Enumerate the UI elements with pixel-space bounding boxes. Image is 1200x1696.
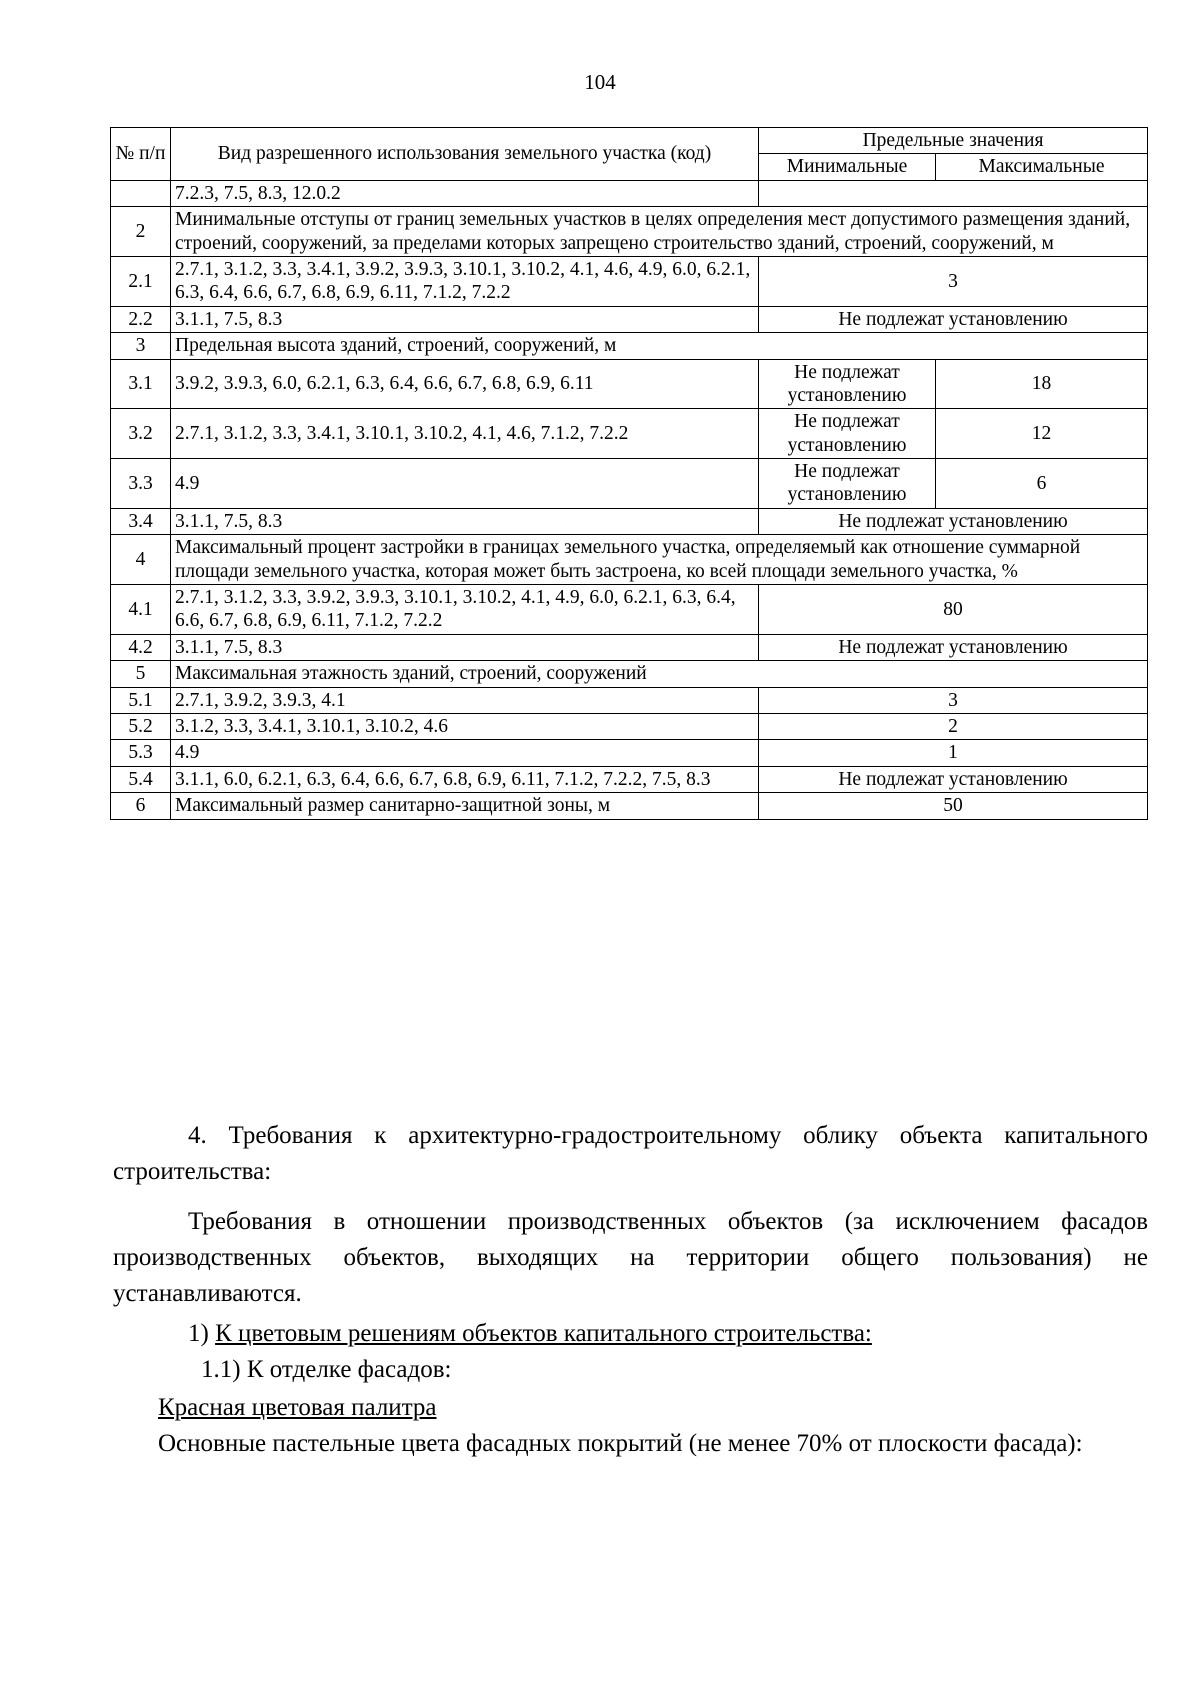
row-description: Минимальные отступы от границ земельных участков в целях определения мест допустимого размещения зданий, строений, сооружений, за пределами которых запрещено строительство зданий, строений, сооружений, м — [171, 207, 1148, 257]
row-value: 2 — [759, 713, 1148, 739]
row-number: 6 — [111, 793, 171, 819]
list-item-color-solutions — [113, 1316, 1148, 1352]
row-description: Максимальный размер санитарно-защитной зоны, м — [171, 793, 759, 819]
row-number: 3.1 — [111, 359, 171, 409]
table-row — [111, 508, 1148, 534]
list-item-text: К цветовым решениям объектов капитального строительства: — [215, 1320, 872, 1347]
row-number: 5.1 — [111, 687, 171, 713]
row-number: 4.2 — [111, 634, 171, 660]
row-description: 3.1.1, 6.0, 6.2.1, 6.3, 6.4, 6.6, 6.7, 6.8, 6.9, 6.11, 7.1.2, 7.2.2, 7.5, 8.3 — [171, 766, 759, 792]
row-value: Не подлежат установлению — [759, 766, 1148, 792]
row-value: Не подлежат установлению — [759, 306, 1148, 332]
row-number: 5.3 — [111, 740, 171, 766]
row-max-value: 6 — [936, 459, 1148, 509]
table-row — [111, 333, 1148, 359]
table-row — [111, 740, 1148, 766]
header-min: Минимальные — [759, 154, 936, 180]
row-value: 3 — [759, 256, 1148, 306]
row-min-value: Не подлежат установлению — [759, 409, 936, 459]
row-number: 4 — [111, 535, 171, 585]
row-number: 5.4 — [111, 766, 171, 792]
table-row — [111, 256, 1148, 306]
table-row — [111, 359, 1148, 409]
row-number: 5.2 — [111, 713, 171, 739]
table-row — [111, 535, 1148, 585]
row-number: 3.2 — [111, 409, 171, 459]
row-value: Не подлежат установлению — [759, 508, 1148, 534]
paragraph-industrial: Требования в отношении производственных объектов (за исключением фасадов производственных объектов, выходящих на территории общего пользования) не устанавливаются. — [113, 1208, 1148, 1307]
row-max-value: 18 — [936, 359, 1148, 409]
row-value: Не подлежат установлению — [759, 634, 1148, 660]
table-row — [111, 459, 1148, 509]
row-description: Максимальная этажность зданий, строений, сооружений — [171, 661, 1148, 687]
row-number: 3.3 — [111, 459, 171, 509]
palette-heading-text: Красная цветовая палитра — [158, 1394, 437, 1421]
row-value: 50 — [759, 793, 1148, 819]
table-row — [111, 766, 1148, 792]
page-number: 104 — [584, 70, 616, 94]
row-number: 2.2 — [111, 306, 171, 332]
row-description: 2.7.1, 3.1.2, 3.3, 3.4.1, 3.9.2, 3.9.3, 3.10.1, 3.10.2, 4.1, 4.6, 4.9, 6.0, 6.2.1, 6.3, 6.4, 6.6, 6.7, 6.8, 6.9, 6.11, 7.1.2, 7.2.2 — [171, 256, 759, 306]
row-number: 5 — [111, 661, 171, 687]
paragraph-pastel-colors: Основные пастельные цвета фасадных покрытий (не менее 70% от плоскости фасада): — [158, 1430, 1083, 1457]
row-description: 2.7.1, 3.9.2, 3.9.3, 4.1 — [171, 687, 759, 713]
table-row — [111, 687, 1148, 713]
regulations-table — [110, 127, 1148, 820]
row-min-value: Не подлежат установлению — [759, 359, 936, 409]
palette-heading — [113, 1390, 1148, 1426]
table-row — [111, 661, 1148, 687]
row-number: 2.1 — [111, 256, 171, 306]
row-min-value: Не подлежат установлению — [759, 459, 936, 509]
row-number: 3.4 — [111, 508, 171, 534]
row-description: 2.7.1, 3.1.2, 3.3, 3.4.1, 3.10.1, 3.10.2, 4.1, 4.6, 7.1.2, 7.2.2 — [171, 409, 759, 459]
table-row — [111, 634, 1148, 660]
table-row — [111, 793, 1148, 819]
row-description: 4.9 — [171, 459, 759, 509]
body-text — [113, 1118, 1148, 1462]
row-number: 2 — [111, 207, 171, 257]
table-row — [111, 207, 1148, 257]
row-value: 80 — [759, 585, 1148, 635]
list-item-facades: 1.1) К отделке фасадов: — [201, 1356, 452, 1383]
row-description: Максимальный процент застройки в границах земельного участка, определяемый как отношение суммарной площади земельного участка, которая может быть застроена, ко всей площади земельного участка, % — [171, 535, 1148, 585]
row-number — [111, 180, 171, 206]
table-row — [111, 713, 1148, 739]
header-num: № п/п — [111, 128, 171, 181]
row-value: 3 — [759, 687, 1148, 713]
paragraph-requirements: 4. Требования к архитектурно-градостроительному облику объекта капитального строительства: — [113, 1122, 1148, 1185]
table-row — [111, 180, 1148, 206]
header-limits: Предельные значения — [759, 128, 1148, 154]
header-use: Вид разрешенного использования земельного участка (код) — [171, 128, 759, 181]
row-value: 1 — [759, 740, 1148, 766]
row-description: 3.1.1, 7.5, 8.3 — [171, 508, 759, 534]
row-description: 3.1.1, 7.5, 8.3 — [171, 634, 759, 660]
row-description: 3.9.2, 3.9.3, 6.0, 6.2.1, 6.3, 6.4, 6.6, 6.7, 6.8, 6.9, 6.11 — [171, 359, 759, 409]
row-max-value: 12 — [936, 409, 1148, 459]
row-description: 4.9 — [171, 740, 759, 766]
row-description: 3.1.2, 3.3, 3.4.1, 3.10.1, 3.10.2, 4.6 — [171, 713, 759, 739]
row-value-empty — [759, 180, 1148, 206]
row-number: 3 — [111, 333, 171, 359]
table-body — [111, 180, 1148, 819]
row-description: 7.2.3, 7.5, 8.3, 12.0.2 — [171, 180, 759, 206]
table-row — [111, 306, 1148, 332]
row-description: Предельная высота зданий, строений, сооружений, м — [171, 333, 1148, 359]
row-number: 4.1 — [111, 585, 171, 635]
row-description: 3.1.1, 7.5, 8.3 — [171, 306, 759, 332]
row-description: 2.7.1, 3.1.2, 3.3, 3.9.2, 3.9.3, 3.10.1, 3.10.2, 4.1, 4.9, 6.0, 6.2.1, 6.3, 6.4, 6.6, 6.7, 6.8, 6.9, 6.11, 7.1.2, 7.2.2 — [171, 585, 759, 635]
table-row — [111, 585, 1148, 635]
list-item-number: 1) — [188, 1320, 209, 1347]
header-max: Максимальные — [936, 154, 1148, 180]
table-row — [111, 409, 1148, 459]
